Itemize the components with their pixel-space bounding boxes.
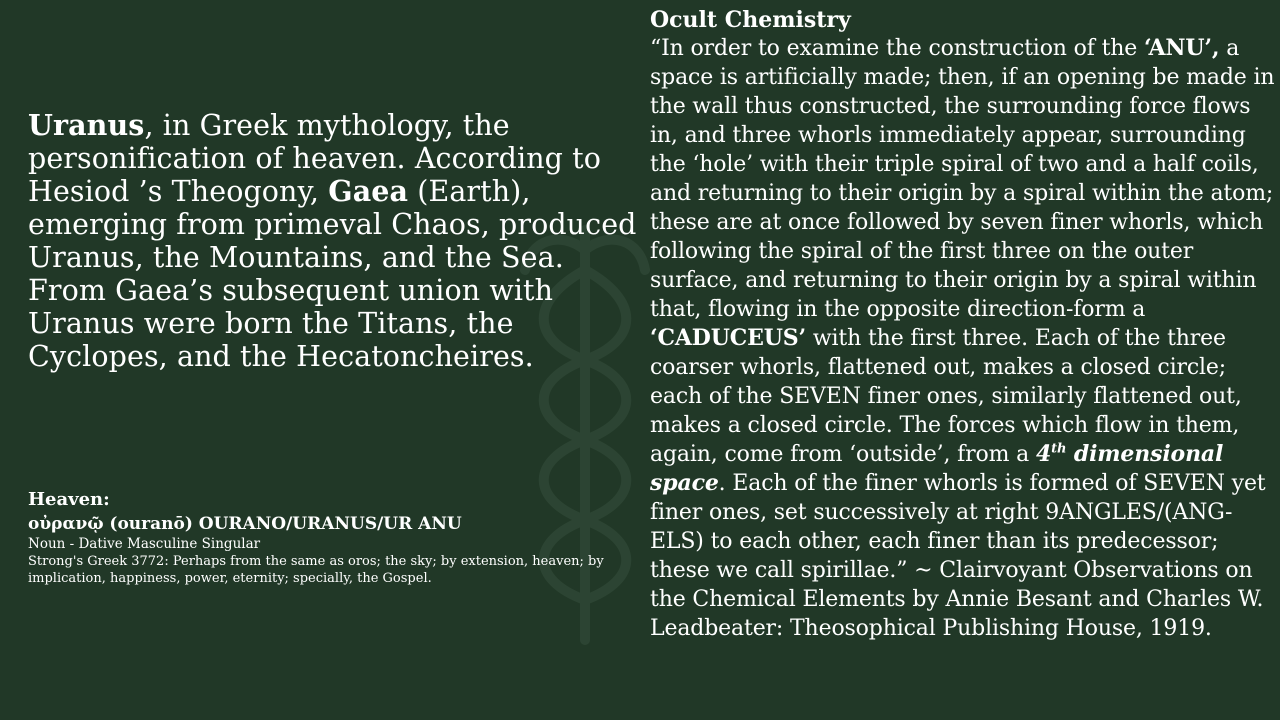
uranus-description xyxy=(28,109,644,373)
uranus-text-2: (Earth), emerging from primeval Chaos, produced Uranus, the Mountains, and the Sea. From Gaea’s subsequent union with Uranus were born the Titans, the Cyclopes, and the Hecatoncheires. xyxy=(28,175,637,373)
quote-open: “In order to examine the construction of the xyxy=(650,36,1145,61)
caduceus-term: ‘CADUCEUS’ xyxy=(650,325,807,351)
heaven-part-of-speech: Noun - Dative Masculine Singular xyxy=(28,536,261,552)
quote-part-1: a space is artificially made; then, if an opening be made in the wall thus constructed, the surrounding force flows in, and three whorls immediately appear, surrounding the ‘hole’ with their triple spiral of two and a half coils, and returning to their origin by a spiral within the atom; these are at once followed by seven finer whorls, which following the spiral of the first three on the outer surface, and returning to their origin by a spiral within that, flowing in the opposite direction-form a xyxy=(650,36,1275,322)
heaven-title: Heaven: xyxy=(28,489,110,510)
fourth-number: 4 xyxy=(1035,441,1052,467)
dimensional-space-text: dimensional space xyxy=(650,441,1224,496)
uranus-term: Uranus xyxy=(28,108,145,142)
fourth-ordinal: th xyxy=(1051,441,1067,457)
occult-chemistry-title: Ocult Chemistry xyxy=(650,7,851,33)
gaea-term: Gaea xyxy=(328,174,409,208)
heaven-strongs-definition: Strong's Greek 3772: Perhaps from the same as oros; the sky; by extension, heaven; by implication, happiness, power, eternity; specially, the Gospel. xyxy=(28,554,604,586)
uranus-text-1: , in Greek mythology, the personification of heaven. According to Hesiod ’s Theogony, xyxy=(28,109,601,208)
occult-chemistry-quote xyxy=(650,34,1275,643)
anu-term: ‘ANU’, xyxy=(1144,35,1220,61)
heaven-greek-word: οὐρανῷ (ouranō) OURANO/URANUS/UR ANU xyxy=(28,514,462,534)
quote-part-3: . Each of the finer whorls is formed of SEVEN yet finer ones, set successively at right 9ANGLES/(ANG-ELS) to each other, each finer than its predecessor; these we call spirillae.” ~ Clairvoyant Observations on the Chemical Elements by Annie Besant and Charles W. Leadbeater: Theosophical Publishing House, 1919. xyxy=(650,471,1266,641)
quote-part-2: with the first three. Each of the three coarser whorls, flattened out, makes a closed circle; each of the SEVEN finer ones, similarly flattened out, makes a closed circle. The forces which flow in them, again, come from ‘outside’, from a xyxy=(650,326,1242,467)
occult-chemistry-block xyxy=(650,6,1275,643)
heaven-definition-block xyxy=(28,488,628,587)
